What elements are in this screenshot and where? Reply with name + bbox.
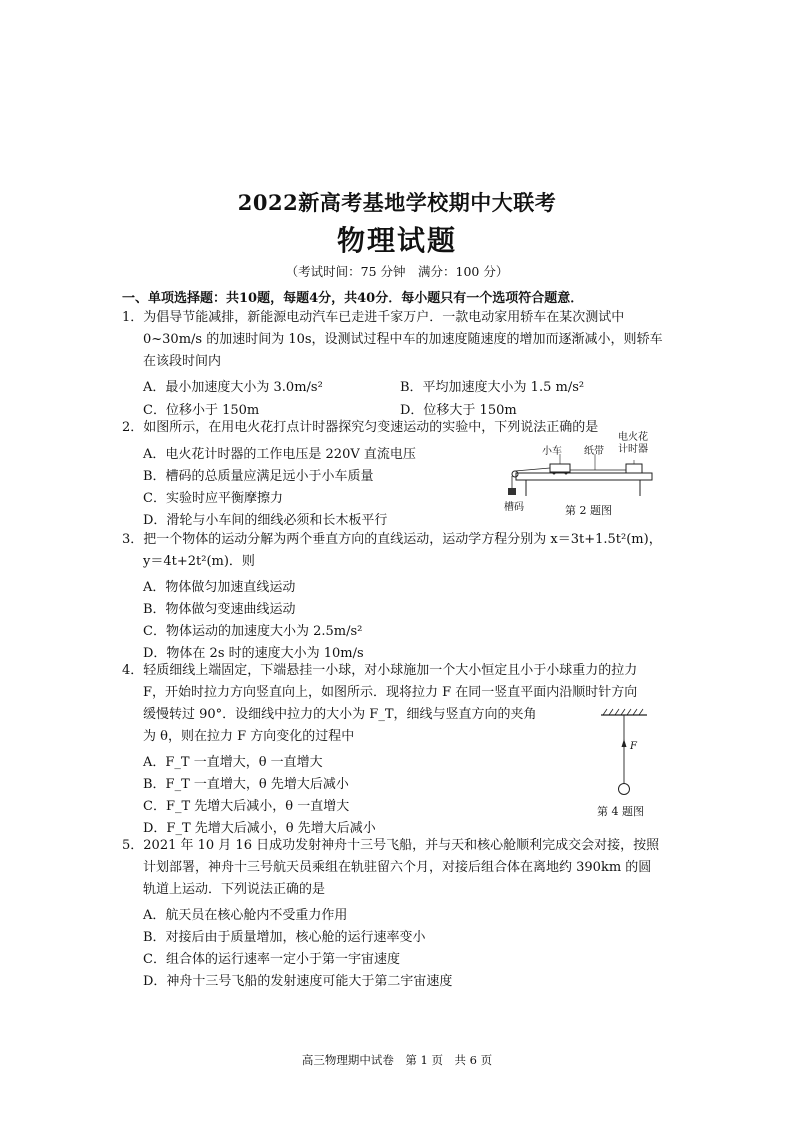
q4-option-c: C．F_T 先增大后减小，θ 一直增大 <box>143 799 350 814</box>
q1-option-c: C．位移小于 150m <box>143 403 260 418</box>
q4-option-d: D．F_T 先增大后减小，θ 先增大后减小 <box>143 821 376 836</box>
car-wheel-icon <box>565 472 568 475</box>
q4-stem-line3: 缓慢转过 90°．设细线中拉力的大小为 F_T，细线与竖直方向的夹角 <box>143 707 537 722</box>
q4-figure <box>595 705 665 805</box>
q2-stem: 2．如图所示，在用电火花打点计时器探究匀变速运动的实验中，下列说法正确的是 <box>122 420 599 435</box>
pulley-icon <box>512 471 518 477</box>
q1-stem-line2: 0~30m/s 的加速时间为 10s，设测试过程中车的加速度随速度的增加而逐渐减小，则轿车 <box>143 332 663 347</box>
q5-stem-line1: 5．2021 年 10 月 16 日成功发射神舟十三号飞船，并与天和核心舱顺利完成交会对接，按照 <box>122 838 660 853</box>
weight-icon <box>508 488 516 495</box>
string <box>515 468 550 471</box>
q3-option-b: B．物体做匀变速曲线运动 <box>143 602 296 617</box>
q1-option-d: D．位移大于 150m <box>400 403 517 418</box>
q2-figure-caption: 第 2 题图 <box>565 504 612 517</box>
q4-figure-caption: 第 4 题图 <box>597 805 644 818</box>
q1-option-b: B．平均加速度大小为 1.5 m/s² <box>400 380 585 395</box>
q1-stem-line1: 1．为倡导节能减排，新能源电动汽车已走进千家万户．一款电动家用轿车在某次测试中 <box>122 310 625 325</box>
page-footer: 高三物理期中试卷 第 1 页 共 6 页 <box>301 1053 493 1067</box>
label-force: F <box>630 741 637 752</box>
force-arrow-icon <box>622 739 627 747</box>
q2-option-c: C．实验时应平衡摩擦力 <box>143 491 283 506</box>
q5-option-d: D．神舟十三号飞船的发射速度可能大于第二宇宙速度 <box>143 974 453 989</box>
exam-title: 2022新高考基地学校期中大联考 <box>237 190 557 215</box>
q2-option-b: B．槽码的总质量应满足远小于小车质量 <box>143 469 374 484</box>
q3-option-c: C．物体运动的加速度大小为 2.5m/s² <box>143 624 363 639</box>
q1-option-a: A．最小加速度大小为 3.0m/s² <box>143 380 323 395</box>
q3-stem-line2: y＝4t+2t²(m)．则 <box>143 554 255 569</box>
section-heading: 一、单项选择题：共10题，每题4分，共40分．每小题只有一个选项符合题意． <box>122 291 584 306</box>
subject-title: 物理试题 <box>336 224 457 257</box>
q3-option-d: D．物体在 2s 时的速度大小为 10m/s <box>143 646 364 661</box>
q5-stem-line2: 计划部署，神舟十三号航天员乘组在轨驻留六个月，对接后组合体在离地约 390km 的圆 <box>143 860 652 875</box>
car-icon <box>550 464 570 472</box>
q4-stem-line1: 4．轻质细线上端固定，下端悬挂一小球，对小球施加一个大小恒定且小于小球重力的拉力 <box>122 663 638 678</box>
q4-stem-line2: F，开始时拉力方向竖直向上，如图所示．现将拉力 F 在同一竖直平面内沿顺时针方向 <box>143 685 638 700</box>
q5-option-a: A．航天员在核心舱内不受重力作用 <box>143 908 348 923</box>
q2-option-a: A．电火花计时器的工作电压是 220V 直流电压 <box>143 447 416 462</box>
timer-icon <box>626 464 642 473</box>
label-tape: 纸带 <box>584 446 604 457</box>
exam-time-note: （考试时间：75 分钟 满分：100 分） <box>285 264 509 279</box>
label-timer-1: 电火花 <box>618 432 648 443</box>
q4-option-a: A．F_T 一直增大，θ 一直增大 <box>143 755 323 770</box>
ball-icon <box>619 784 630 795</box>
q3-option-a: A．物体做匀加速直线运动 <box>143 580 296 595</box>
q5-option-b: B．对接后由于质量增加，核心舱的运行速率变小 <box>143 930 426 945</box>
q1-stem-line3: 在该段时间内 <box>143 354 222 369</box>
label-car: 小车 <box>542 446 562 457</box>
label-weight: 槽码 <box>504 502 524 513</box>
q3-stem-line1: 3．把一个物体的运动分解为两个垂直方向的直线运动，运动学方程分别为 x＝3t+1.5t²(m)， <box>122 532 662 547</box>
q5-stem-line3: 轨道上运动．下列说法正确的是 <box>143 882 326 897</box>
car-wheel-icon <box>553 472 556 475</box>
long-board <box>516 473 652 480</box>
q2-option-d: D．滑轮与小车间的细线必须和长木板平行 <box>143 513 388 528</box>
label-timer-2: 计时器 <box>618 444 648 455</box>
q5-option-c: C．组合体的运行速率一定小于第一宇宙速度 <box>143 952 400 967</box>
q4-option-b: B．F_T 一直增大，θ 先增大后减小 <box>143 777 349 792</box>
q4-pendulum-diagram <box>595 705 665 805</box>
q4-stem-line4: 为 θ，则在拉力 F 方向变化的过程中 <box>143 729 355 744</box>
